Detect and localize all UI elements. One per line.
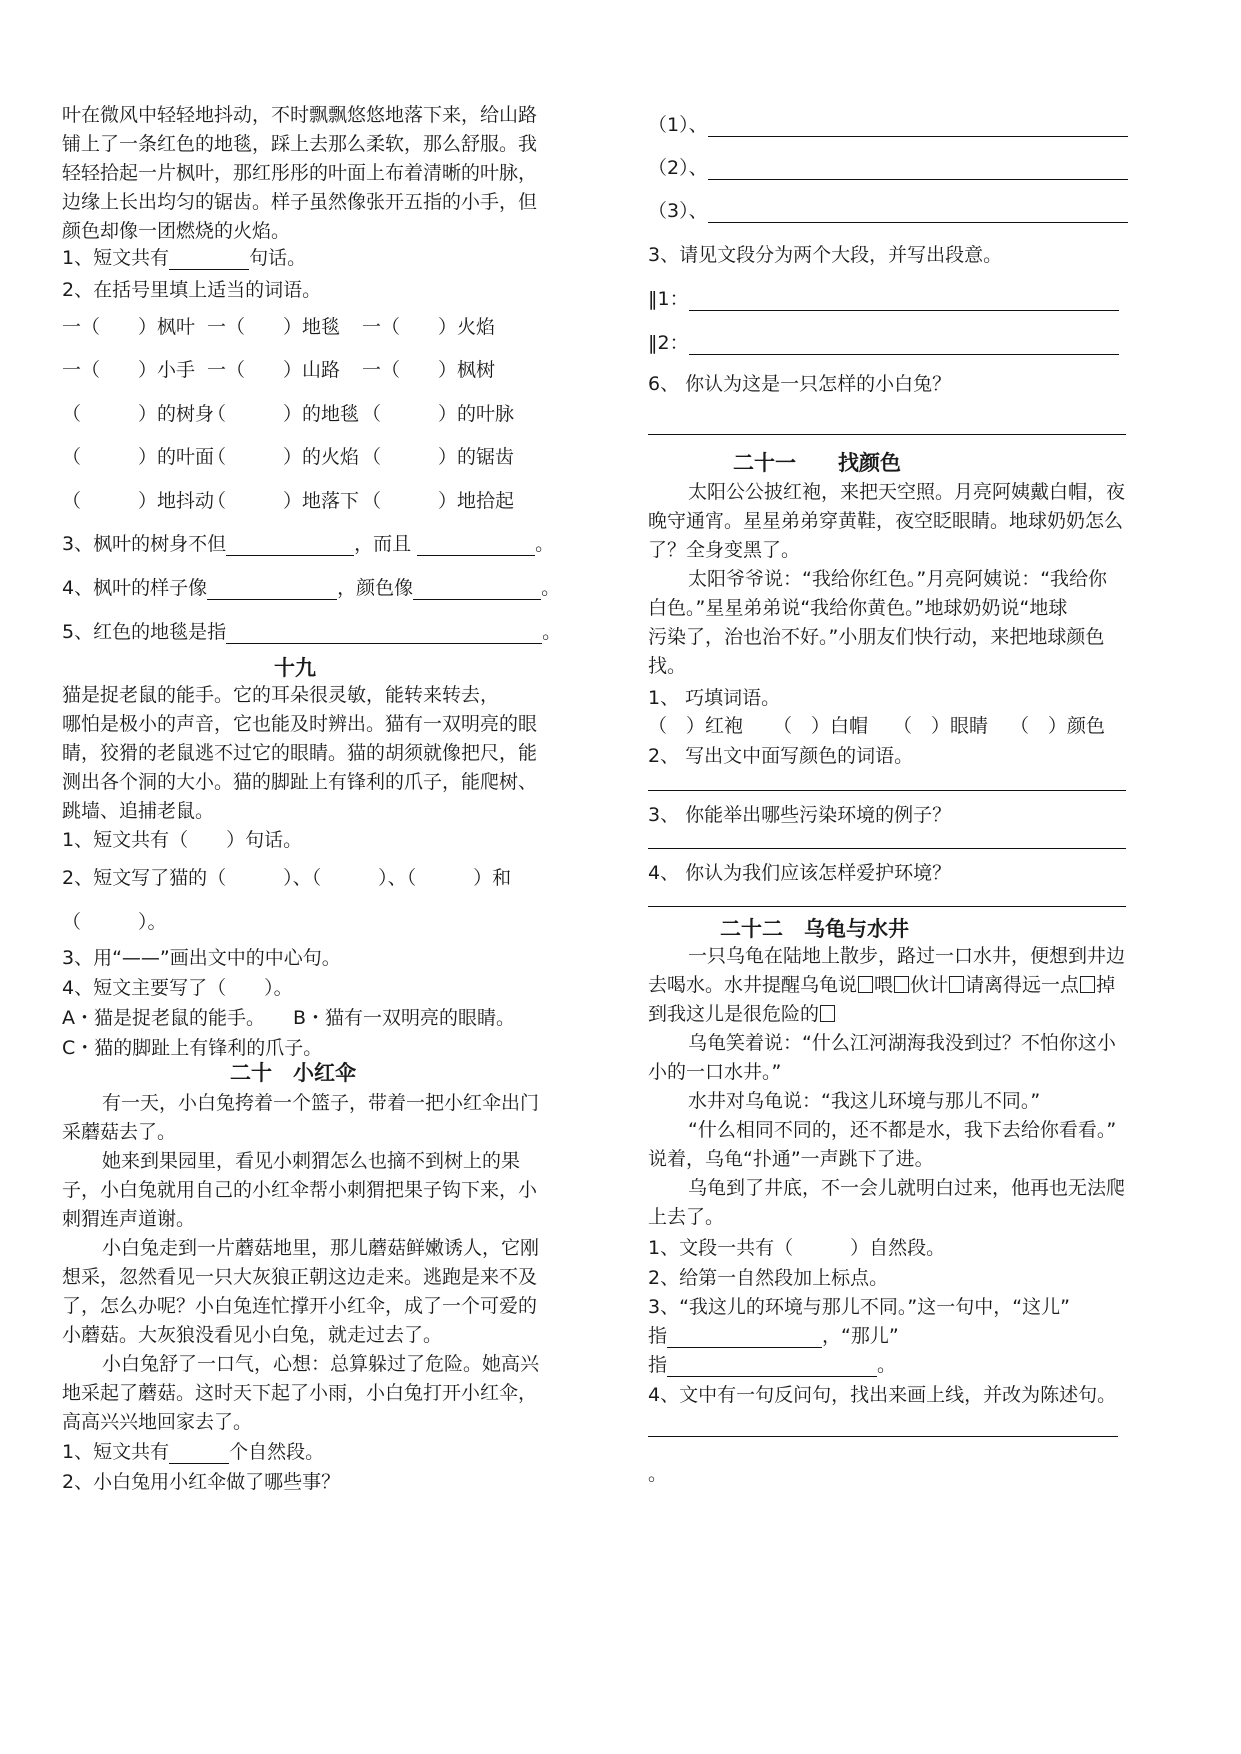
- text-line: 乌龟笑着说：“什么江河湖海我没到过？不怕你这小: [688, 1032, 1116, 1054]
- text-line: 跳墙、追捕老鼠。: [62, 800, 215, 822]
- fill-in-item[interactable]: 一（ ）地毯: [207, 316, 341, 338]
- answer-blank[interactable]: [708, 116, 1128, 137]
- fill-in-item[interactable]: 一（ ）火焰: [362, 316, 496, 338]
- answer-blank[interactable]: [226, 535, 354, 556]
- text-line: 叶在微风中轻轻地抖动，不时飘飘悠悠地落下来，给山路: [62, 104, 538, 126]
- text-line: 高高兴兴地回家去了。: [62, 1411, 253, 1433]
- s22-q4: 4、文中有一句反问句，找出来画上线，并改为陈述句。: [648, 1384, 1117, 1406]
- q3-line: 3、枫叶的树身不但 ，而且 。: [62, 533, 555, 555]
- fill-in-item[interactable]: （ ）的叶面: [62, 446, 215, 468]
- s22-q3-this: 指 ，“那儿”: [648, 1325, 899, 1347]
- text-line: 子，小白兔就用自己的小红伞帮小刺猬把果子钩下来，小: [62, 1179, 538, 1201]
- s19-option-c[interactable]: C・猫的脚趾上有锋利的爪子。: [62, 1037, 323, 1059]
- text-line: 白色。”星星弟弟说“我给你黄色。”地球奶奶说“地球: [648, 597, 1068, 619]
- s19-q3: 3、用“——”画出文中的中心句。: [62, 947, 341, 969]
- text-line: 测出各个洞的大小。猫的脚趾上有锋利的爪子，能爬树、: [62, 771, 538, 793]
- s22-q2: 2、给第一自然段加上标点。: [648, 1267, 889, 1289]
- s21-q1: 1、 巧填词语。: [648, 687, 781, 709]
- s22-line-2: 去喝水。水井提醒乌龟说 喂 伙计 请离得远一点 掉: [648, 974, 1116, 996]
- text-line: 想采，忽然看见一只大灰狼正朝这边走来。逃跑是来不及: [62, 1266, 538, 1288]
- section-22-title: 二十二 乌龟与水井: [720, 917, 909, 941]
- text-line: 找。: [648, 655, 687, 677]
- text-line: 小白兔舒了一口气，心想：总算躲过了危险。她高兴: [102, 1353, 540, 1375]
- fill-in-item[interactable]: （ ）的火焰: [207, 446, 360, 468]
- option-b[interactable]: B・猫有一双明亮的眼睛。: [293, 1007, 516, 1029]
- s21-q4: 4、 你认为我们应该怎样爱护环境？: [648, 862, 952, 884]
- text-line: 颜色却像一团燃烧的火焰。: [62, 220, 291, 242]
- fill-in-item[interactable]: （ ）颜色: [1010, 715, 1106, 737]
- answer-blank[interactable]: [667, 1356, 877, 1377]
- answer-line-1: （1）、: [648, 113, 1128, 137]
- text-line: 轻轻拾起一片枫叶，那红彤彤的叶面上布着清晰的叶脉，: [62, 162, 538, 184]
- text-line: 小蘑菇。大灰狼没看见小白兔，就走过去了。: [62, 1324, 443, 1346]
- text-line: 铺上了一条红色的地毯，踩上去那么柔软，那么舒服。我: [62, 133, 538, 155]
- punctuation-box[interactable]: [858, 976, 873, 993]
- s22-q1: 1、文段一共有（ ）自然段。: [648, 1237, 946, 1259]
- text-line: 了？全身变黑了。: [648, 539, 801, 561]
- text-line: 了，怎么办呢？小白兔连忙撑开小红伞，成了一个可爱的: [62, 1295, 538, 1317]
- end-mark: 。: [648, 1463, 668, 1485]
- s21-q3: 3、 你能举出哪些污染环境的例子？: [648, 804, 952, 826]
- text-line: 地采起了蘑菇。这时天下起了小雨，小白兔打开小红伞，: [62, 1382, 538, 1404]
- q4-line: 4、枫叶的样子像 ，颜色像 。: [62, 577, 561, 599]
- s19-q1: 1、短文共有（ ）句话。: [62, 829, 303, 851]
- s20-q2: 2、小白兔用小红伞做了哪些事？: [62, 1471, 341, 1493]
- answer-blank[interactable]: [667, 1327, 822, 1348]
- text-line: 晚守通宵。星星弟弟穿黄鞋，夜空眨眼睛。地球奶奶怎么: [648, 510, 1124, 532]
- text-line: 采蘑菇去了。: [62, 1121, 177, 1143]
- answer-blank[interactable]: [708, 202, 1128, 223]
- answer-rule[interactable]: [648, 434, 1126, 435]
- answer-rule[interactable]: [648, 848, 1126, 849]
- section-21-title: 二十一 找颜色: [733, 451, 901, 475]
- q2-line: 2、在括号里填上适当的词语。: [62, 279, 322, 301]
- fill-in-item[interactable]: （ ）地抖动: [62, 490, 215, 512]
- text-line: “什么相同不同的，还不都是水，我下去给你看看。”: [688, 1119, 1117, 1141]
- s19-q2: 2、短文写了猫的（ ）、（ ）、（ ）和: [62, 867, 512, 889]
- section-19-title: 十九: [274, 656, 316, 680]
- s22-line-1: 一只乌龟在陆地上散步，路过一口水井，便想到井边: [688, 945, 1126, 967]
- fill-in-item[interactable]: （ ）白帽: [773, 715, 869, 737]
- s20-q1: 1、短文共有 个自然段。: [62, 1441, 325, 1463]
- s22-q3: 3、“我这儿的环境与那儿不同。”这一句中，“这儿”: [648, 1296, 1070, 1318]
- fill-in-item[interactable]: 一（ ）小手: [62, 359, 196, 381]
- answer-blank[interactable]: [689, 290, 1119, 311]
- fill-in-item[interactable]: 一（ ）枫树: [362, 359, 496, 381]
- fill-in-item[interactable]: （ ）的地毯: [207, 403, 360, 425]
- fill-in-item[interactable]: （ ）的树身: [62, 403, 215, 425]
- answer-blank[interactable]: [417, 535, 535, 556]
- text-line: 上去了。: [648, 1206, 725, 1228]
- punctuation-box[interactable]: [949, 976, 964, 993]
- s22-line-3: 到我这儿是很危险的: [648, 1002, 836, 1026]
- fill-in-item[interactable]: 一（ ）枫叶: [62, 316, 196, 338]
- section-20-title: 二十 小红伞: [230, 1061, 356, 1085]
- text-line: 刺猬连声道谢。: [62, 1208, 196, 1230]
- text-line: 乌龟到了井底，不一会儿就明白过来，他再也无法爬: [688, 1177, 1126, 1199]
- text-line: 太阳爷爷说：“我给你红色。”月亮阿姨说：“我给你: [688, 568, 1108, 590]
- text-line: 污染了，治也治不好。”小朋友们快行动，来把地球颜色: [648, 626, 1105, 648]
- answer-blank[interactable]: [708, 159, 1128, 180]
- punctuation-box[interactable]: [894, 976, 909, 993]
- punctuation-box[interactable]: [1080, 976, 1095, 993]
- text-line: 猫是捉老鼠的能手。它的耳朵很灵敏，能转来转去，: [62, 684, 500, 706]
- text-line: 她来到果园里，看见小刺猬怎么也摘不到树上的果: [102, 1150, 521, 1172]
- answer-rule[interactable]: [648, 1436, 1118, 1437]
- text-line: 太阳公公披红袍，来把天空照。月亮阿姨戴白帽，夜: [688, 481, 1126, 503]
- text-line: 哪怕是极小的声音，它也能及时辨出。猫有一双明亮的眼: [62, 713, 538, 735]
- answer-line-2: （2）、: [648, 156, 1128, 180]
- fill-in-item[interactable]: （ ）的锯齿: [362, 446, 515, 468]
- fill-in-item[interactable]: （ ）地拾起: [362, 490, 515, 512]
- s19-options-ab: [62, 1006, 515, 1030]
- right-q3: 3、请见文段分为两个大段，并写出段意。: [648, 244, 1003, 266]
- fill-in-item[interactable]: 一（ ）山路: [207, 359, 341, 381]
- answer-blank[interactable]: [169, 1443, 229, 1464]
- paragraph-2-line: ‖2：: [648, 331, 1119, 355]
- paragraph-1-line: ‖1：: [648, 287, 1119, 311]
- text-line: 有一天，小白兔挎着一个篮子，带着一把小红伞出门: [102, 1092, 540, 1114]
- text-line: 小白兔走到一片蘑菇地里，那儿蘑菇鲜嫩诱人，它刚: [102, 1237, 540, 1259]
- answer-blank[interactable]: [689, 334, 1119, 355]
- punctuation-box[interactable]: [820, 1005, 835, 1022]
- answer-blank[interactable]: [207, 579, 337, 600]
- fill-in-item[interactable]: （ ）眼睛: [893, 715, 989, 737]
- option-a[interactable]: A・猫是捉老鼠的能手。: [62, 1007, 265, 1029]
- answer-blank[interactable]: [169, 249, 249, 270]
- fill-in-item[interactable]: （ ）的叶脉: [362, 403, 515, 425]
- s22-q3-that: 指 。: [648, 1354, 897, 1376]
- answer-blank[interactable]: [226, 623, 542, 644]
- answer-line-3: （3）、: [648, 199, 1128, 223]
- text-line: 边缘上长出均匀的锯齿。样子虽然像张开五指的小手，但: [62, 191, 538, 213]
- text-line: 小的一口水井。”: [648, 1061, 782, 1083]
- s19-q2-cont: （ ）。: [62, 911, 167, 933]
- right-q6: 6、 你认为这是一只怎样的小白兔？: [648, 373, 952, 395]
- q1-line: 1、短文共有 句话。: [62, 247, 307, 269]
- s19-q4: 4、短文主要写了（ ）。: [62, 977, 293, 999]
- text-line: 睛，狡猾的老鼠逃不过它的眼睛。猫的胡须就像把尺，能: [62, 742, 538, 764]
- text-line: 说着，乌龟“扑通”一声跳下了进。: [648, 1148, 934, 1170]
- answer-blank[interactable]: [413, 579, 541, 600]
- fill-in-item[interactable]: （ ）红袍: [648, 715, 744, 737]
- q5-line: 5、红色的地毯是指 。: [62, 621, 562, 643]
- fill-in-item[interactable]: （ ）地落下: [207, 490, 360, 512]
- answer-rule[interactable]: [648, 790, 1126, 791]
- text-line: 水井对乌龟说：“我这儿环境与那儿不同。”: [688, 1090, 1041, 1112]
- answer-rule[interactable]: [648, 906, 1126, 907]
- s21-q2: 2、 写出文中面写颜色的词语。: [648, 745, 914, 767]
